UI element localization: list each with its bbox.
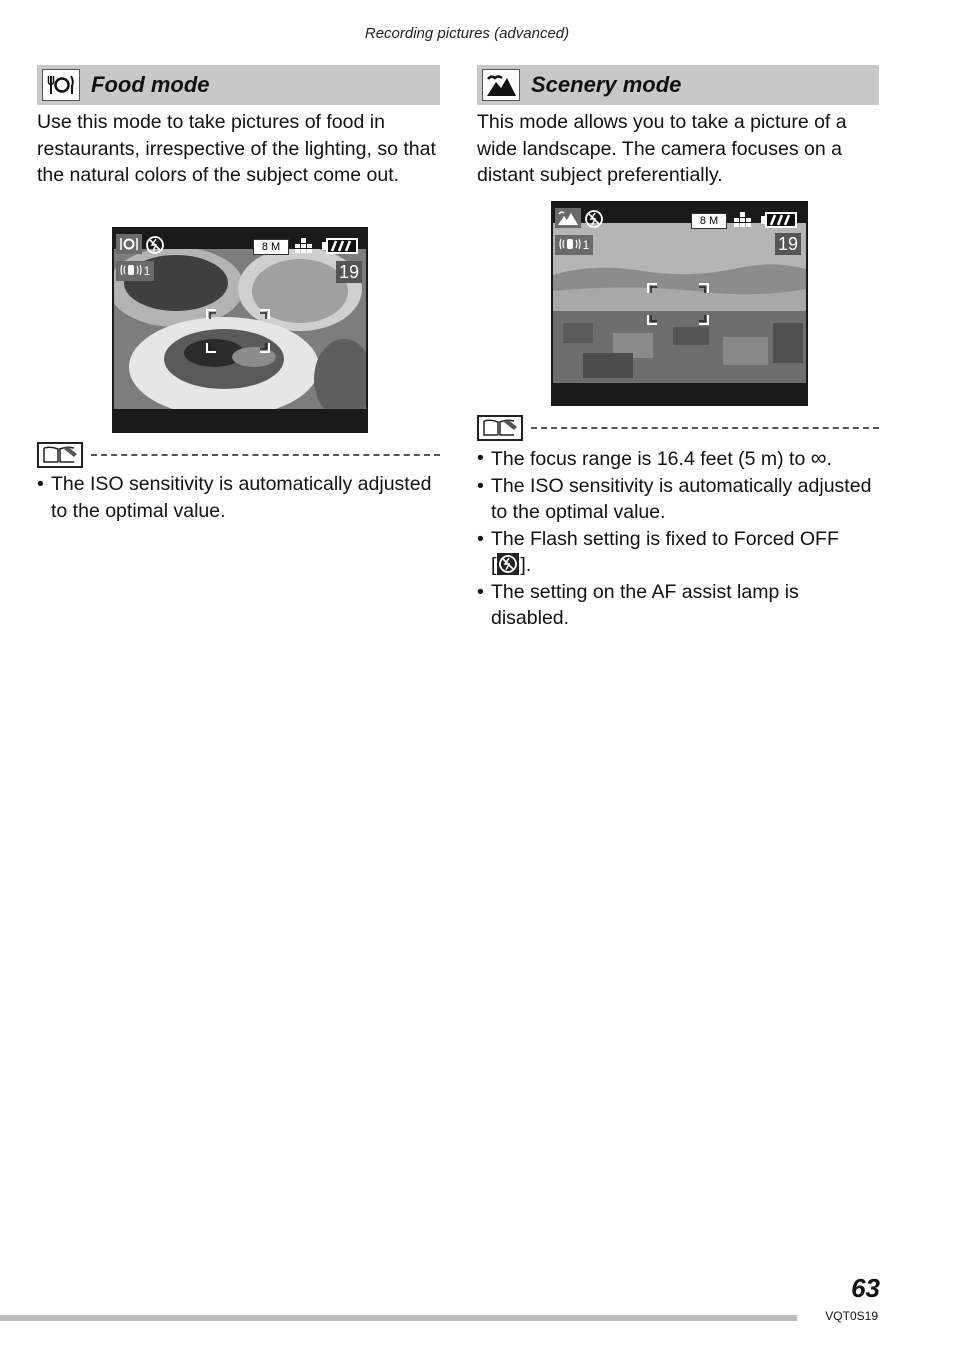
af-frame: [647, 283, 709, 325]
food-mode-description: Use this mode to take pictures of food in restaurants, irrespective of the lighting, so that the natural colors of the subject come out.: [37, 111, 436, 186]
quality-icon: [293, 238, 315, 254]
scenery-mode-icon: [482, 69, 520, 101]
stabilizer-icon: [559, 237, 581, 254]
document-code: VQT0S19: [825, 1309, 878, 1323]
note-icon: [37, 442, 83, 468]
shots-remaining: 19: [336, 261, 362, 283]
scenery-mode-lcd-screen: [551, 201, 808, 406]
scenery-mode-description: This mode allows you to take a picture of a wide landscape. The camera focuses on a distant subject preferentially.: [477, 111, 847, 186]
food-mode-title: Food mode: [91, 72, 210, 97]
battery-icon: [761, 211, 799, 229]
scenery-mode-section: [477, 65, 879, 189]
note-icon: [477, 415, 523, 441]
af-frame: [206, 309, 270, 353]
food-mode-header: [37, 65, 440, 105]
shots-remaining: 19: [775, 233, 801, 255]
scenery-mode-header: [477, 65, 879, 105]
running-head: Recording pictures (advanced): [364, 25, 570, 42]
food-mode-osd-icon: [116, 234, 142, 254]
picture-size-indicator: 8 M: [691, 213, 727, 229]
picture-size-indicator: 8 M: [253, 239, 289, 255]
stabilizer-mode: 1: [582, 238, 590, 252]
food-notes-list: [37, 471, 440, 524]
scenery-note-row: [477, 415, 879, 445]
forced-off-flash-icon: [497, 553, 519, 575]
page-number: 63: [851, 1273, 880, 1303]
flash-off-icon: [584, 209, 604, 229]
flash-off-icon: [145, 235, 165, 255]
quality-icon: [732, 212, 754, 228]
infinity-symbol: ∞: [810, 445, 827, 470]
battery-icon: [322, 237, 360, 255]
scenery-note-flash: • The Flash setting is fixed to Forced OFF [ ].: [477, 527, 839, 576]
food-note-row: [37, 442, 440, 472]
food-note-iso: • The ISO sensitivity is automatically adjusted to the optimal value.: [37, 473, 432, 522]
note-divider: [91, 454, 440, 456]
scenery-note-af-lamp: • The setting on the AF assist lamp is disabled.: [477, 580, 799, 629]
scenery-mode-title: Scenery mode: [531, 72, 682, 97]
scenery-note-focus-range: • The focus range is 16.4 feet (5 m) to ∞.: [477, 445, 832, 470]
scenery-note-iso: • The ISO sensitivity is automatically adjusted to the optimal value.: [477, 474, 872, 523]
scenery-notes-list: [477, 445, 879, 632]
stabilizer-icon: [120, 263, 142, 280]
stabilizer-indicator: [555, 235, 593, 255]
food-mode-icon: [42, 69, 80, 101]
food-mode-lcd-screen: [112, 227, 368, 433]
stabilizer-mode: 1: [143, 264, 151, 278]
food-mode-section: [37, 65, 440, 189]
scenery-mode-osd-icon: [555, 208, 581, 228]
stabilizer-indicator: [116, 261, 154, 281]
footer-bar: [0, 1315, 797, 1321]
note-divider: [531, 427, 879, 429]
